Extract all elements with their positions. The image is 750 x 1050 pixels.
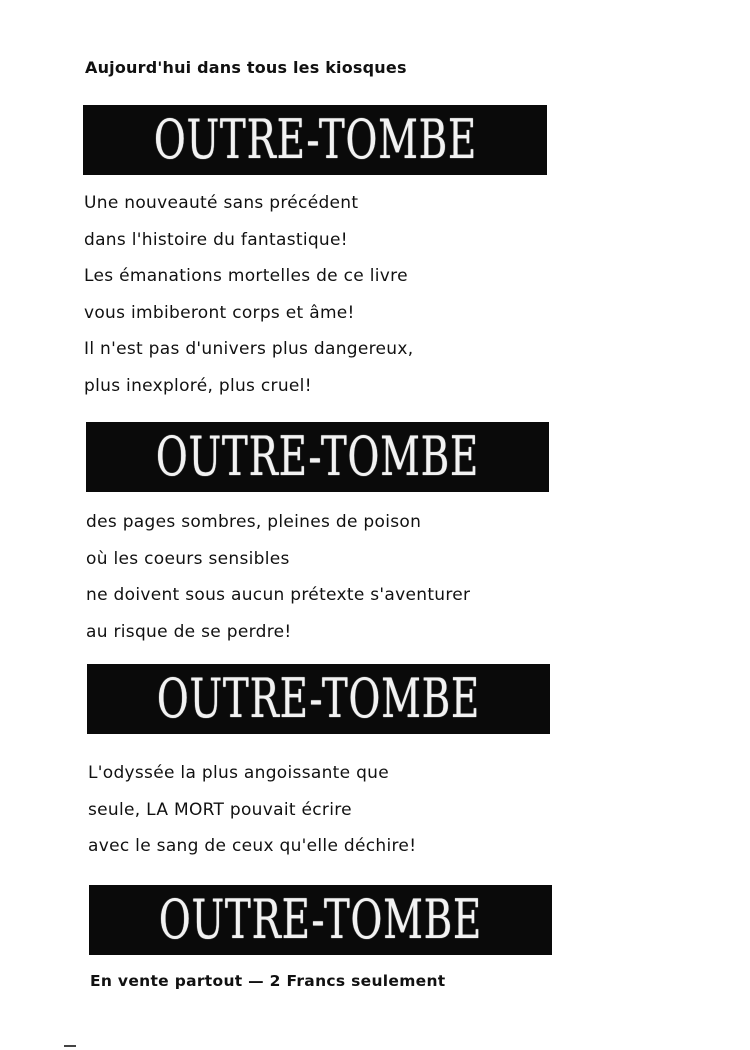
body-line: vous imbiberont corps et âme!	[84, 302, 355, 323]
body-line: Les émanations mortelles de ce livre	[84, 266, 408, 286]
body-line: Il n'est pas d'univers plus dangereux,	[84, 339, 414, 359]
banner-title: OUTRE-TOMBE	[155, 425, 480, 488]
body-section-2	[86, 504, 470, 650]
page-mark	[64, 1045, 76, 1047]
title-banner	[87, 664, 550, 734]
banner-title: OUTRE-TOMBE	[156, 667, 481, 730]
body-line: ne doivent sous aucun prétexte s'aventurer	[86, 585, 471, 605]
footer-price-line: En vente partout — 2 Francs seulement	[90, 972, 446, 990]
body-section-1	[84, 185, 413, 404]
title-banner	[89, 885, 552, 955]
body-line: au risque de se perdre!	[86, 621, 292, 642]
body-line: avec le sang de ceux qu'elle déchire!	[88, 836, 417, 856]
banner-title: OUTRE-TOMBE	[153, 108, 477, 171]
title-banner	[86, 422, 549, 492]
body-line: L'odyssée la plus angoissante que	[88, 763, 389, 783]
body-line: des pages sombres, pleines de poison	[86, 512, 422, 532]
body-line: dans l'histoire du fantastique!	[84, 229, 348, 250]
body-line: plus inexploré, plus cruel!	[84, 375, 312, 396]
body-line: seule, LA MORT pouvait écrire	[88, 799, 352, 820]
body-section-3	[88, 755, 416, 865]
title-banner	[83, 105, 547, 175]
banner-title: OUTRE-TOMBE	[158, 888, 483, 951]
body-line: Une nouveauté sans précédent	[84, 193, 359, 213]
headline: Aujourd'hui dans tous les kiosques	[85, 58, 407, 77]
body-line: où les coeurs sensibles	[86, 548, 290, 569]
